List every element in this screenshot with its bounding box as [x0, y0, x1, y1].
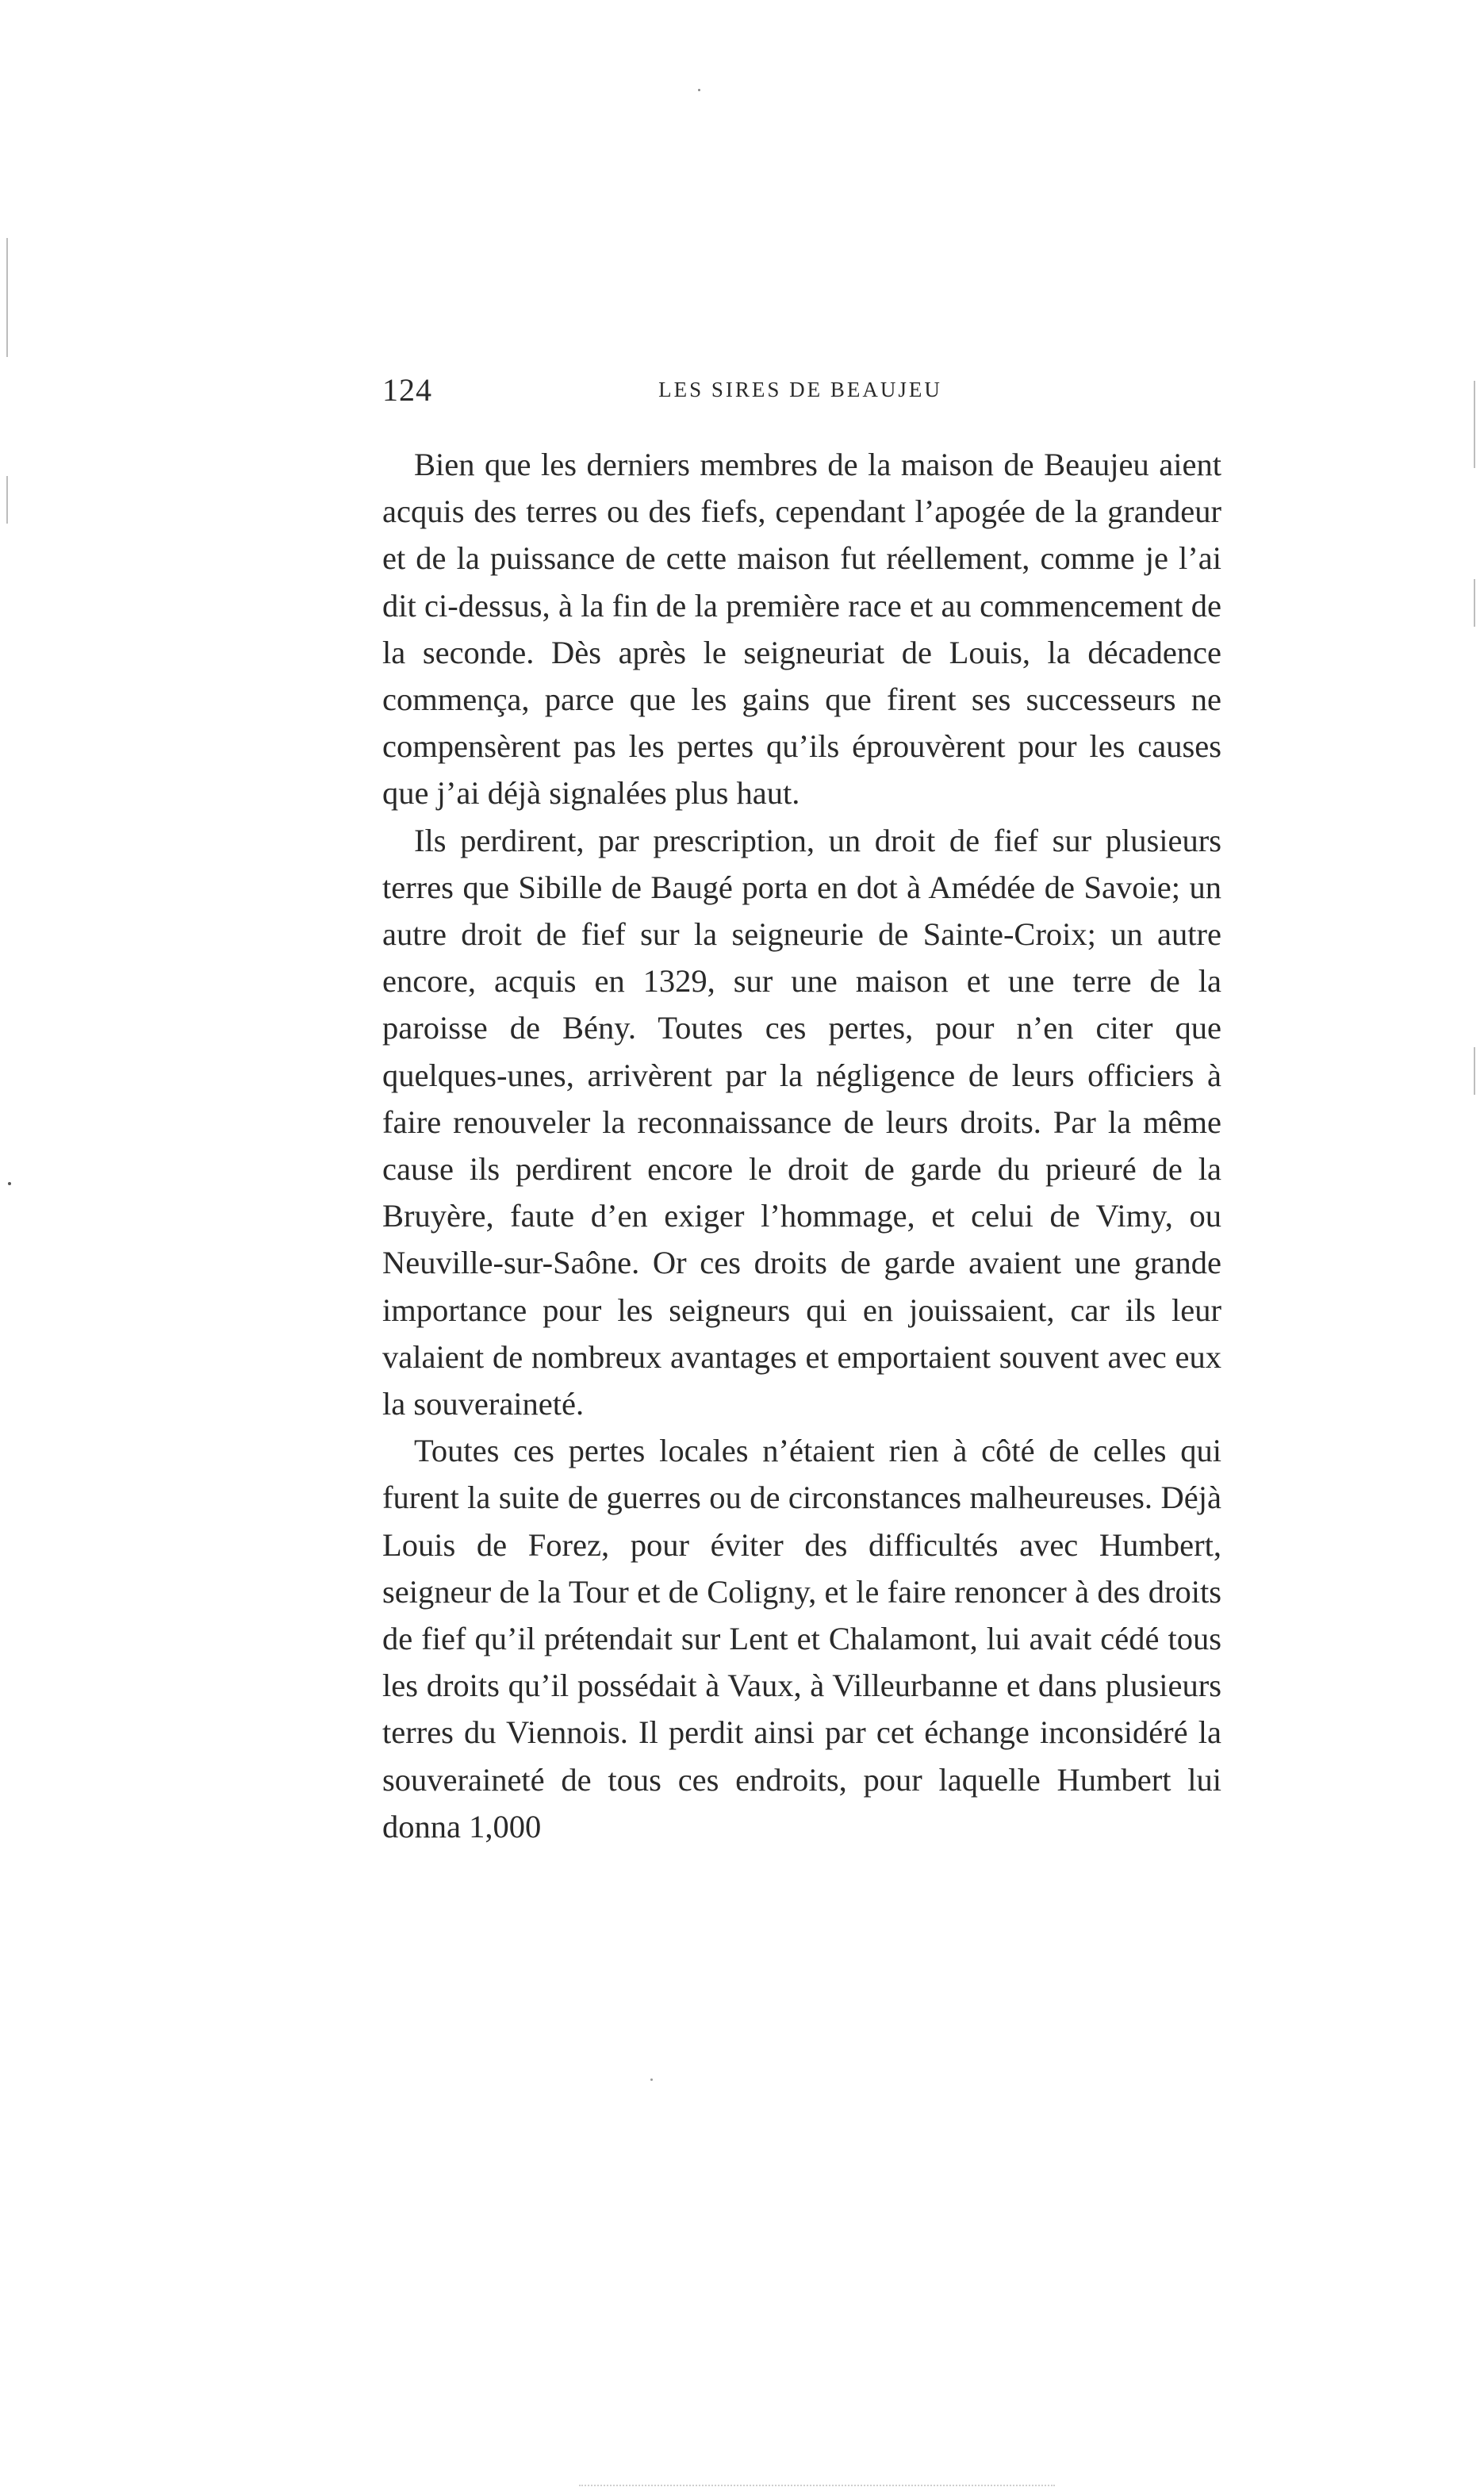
running-title: LES SIRES DE BEAUJEU [658, 378, 942, 401]
paragraph: Ils perdirent, par prescription, un droit de fief sur plusieurs terres que Sibille de Baugé porta en dot à Amédée de Savoie; un autre droit de fief sur la seigneurie de Sainte-Croix; un autre encore, acquis en 1329, sur une maison et une terre de la paroisse de Bény. Toutes ces pertes, pour n’en citer que quelques-unes, arrivèrent par la négligence de leurs officiers à faire renouveler la reconnaissance de leurs droits. Par la même cause ils perdirent encore le droit de garde du prieuré de la Bruyère, faute d’en exiger l’hommage, et celui de Vimy, ou Neuville-sur-Saône. Or ces droits de garde avaient une grande importance pour les seigneurs qui en jouissaient, car ils leur valaient de nombreux avantages et emportaient souvent avec eux la souveraineté. [382, 822, 1221, 1422]
scan-edge-mark [6, 238, 8, 357]
body-text [382, 441, 1221, 1850]
page-number: 124 [382, 372, 432, 408]
scan-speck [698, 89, 700, 91]
scan-edge-mark [1474, 579, 1475, 627]
scan-bottom-edge [579, 2485, 1055, 2486]
paragraph: Toutes ces pertes locales n’étaient rien à côté de celles qui furent la suite de guerres ou de circonstances malheureuses. Déjà Louis de Forez, pour éviter des difficultés avec Humbert, seigneur de la Tour et de Coligny, et le faire renoncer à des droits de fief qu’il prétendait sur Lent et Chalamont, lui avait cédé tous les droits qu’il possédait à Vaux, à Villeurbanne et dans plusieurs terres du Viennois. Il perdit ainsi par cet échange inconsidéré la souveraineté de tous ces endroits, pour laquelle Humbert lui donna 1,000 [382, 1433, 1221, 1844]
scan-edge-mark [6, 476, 8, 524]
scan-speck [650, 2078, 653, 2081]
page-header [382, 371, 1218, 419]
scan-speck [8, 1182, 11, 1185]
paragraph: Bien que les derniers membres de la maison de Beaujeu aient acquis des terres ou des fiefs, cependant l’apogée de la grandeur et de la puissance de cette maison fut réellement, comme je l’ai dit ci-dessus, à la fin de la première race et au commencement de la seconde. Dès après le seigneuriat de Louis, la décadence commença, parce que les gains que firent ses successeurs ne compensèrent pas les pertes qu’ils éprouvèrent pour les causes que j’ai déjà signalées plus haut. [382, 447, 1221, 812]
scan-edge-mark [1474, 381, 1475, 468]
scan-edge-mark [1474, 1047, 1475, 1095]
